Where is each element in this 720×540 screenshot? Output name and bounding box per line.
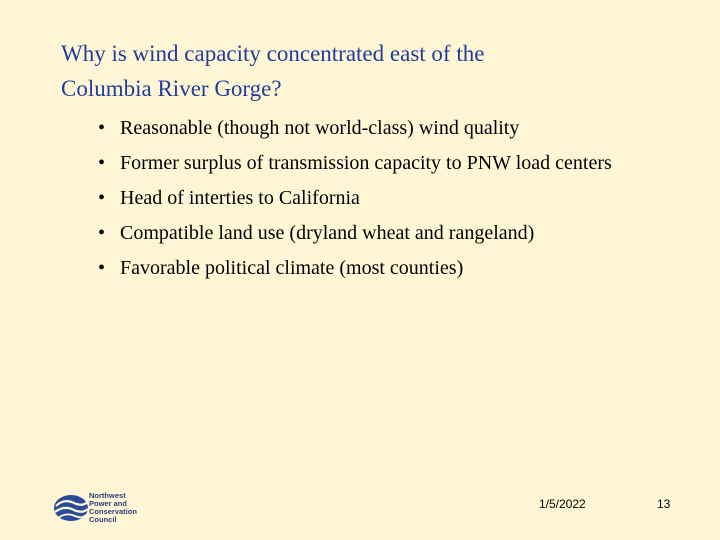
bullet-item <box>98 186 658 211</box>
logo-wordmark <box>89 492 137 524</box>
title-line-1: Why is wind capacity concentrated east of the <box>61 41 485 66</box>
bullet-text: Head of interties to California <box>120 187 360 209</box>
bullet-dot: • <box>98 222 106 244</box>
bullet-dot: • <box>98 187 106 209</box>
slide-title <box>61 36 681 106</box>
logo-line: Council <box>89 515 117 524</box>
bullet-list <box>98 116 658 291</box>
bullet-item <box>98 221 658 246</box>
logo-line: Conservation <box>89 507 137 516</box>
bullet-text: Reasonable (though not world-class) wind quality <box>120 117 520 139</box>
logo-line: Power and <box>89 499 127 508</box>
bullet-item <box>98 151 658 176</box>
bullet-text: Former surplus of transmission capacity to PNW load centers <box>120 152 612 174</box>
bullet-text: Favorable political climate (most counties) <box>120 257 464 279</box>
bullet-dot: • <box>98 152 106 174</box>
bullet-dot: • <box>98 117 106 139</box>
bullet-text: Compatible land use (dryland wheat and rangeland) <box>120 222 535 244</box>
bullet-dot: • <box>98 257 106 279</box>
title-line-2: Columbia River Gorge? <box>61 76 282 101</box>
slide-number: 13 <box>657 497 671 511</box>
bullet-item <box>98 116 658 141</box>
logo-line: Northwest <box>89 491 126 500</box>
bullet-item <box>98 256 658 281</box>
slide-date: 1/5/2022 <box>539 497 586 511</box>
